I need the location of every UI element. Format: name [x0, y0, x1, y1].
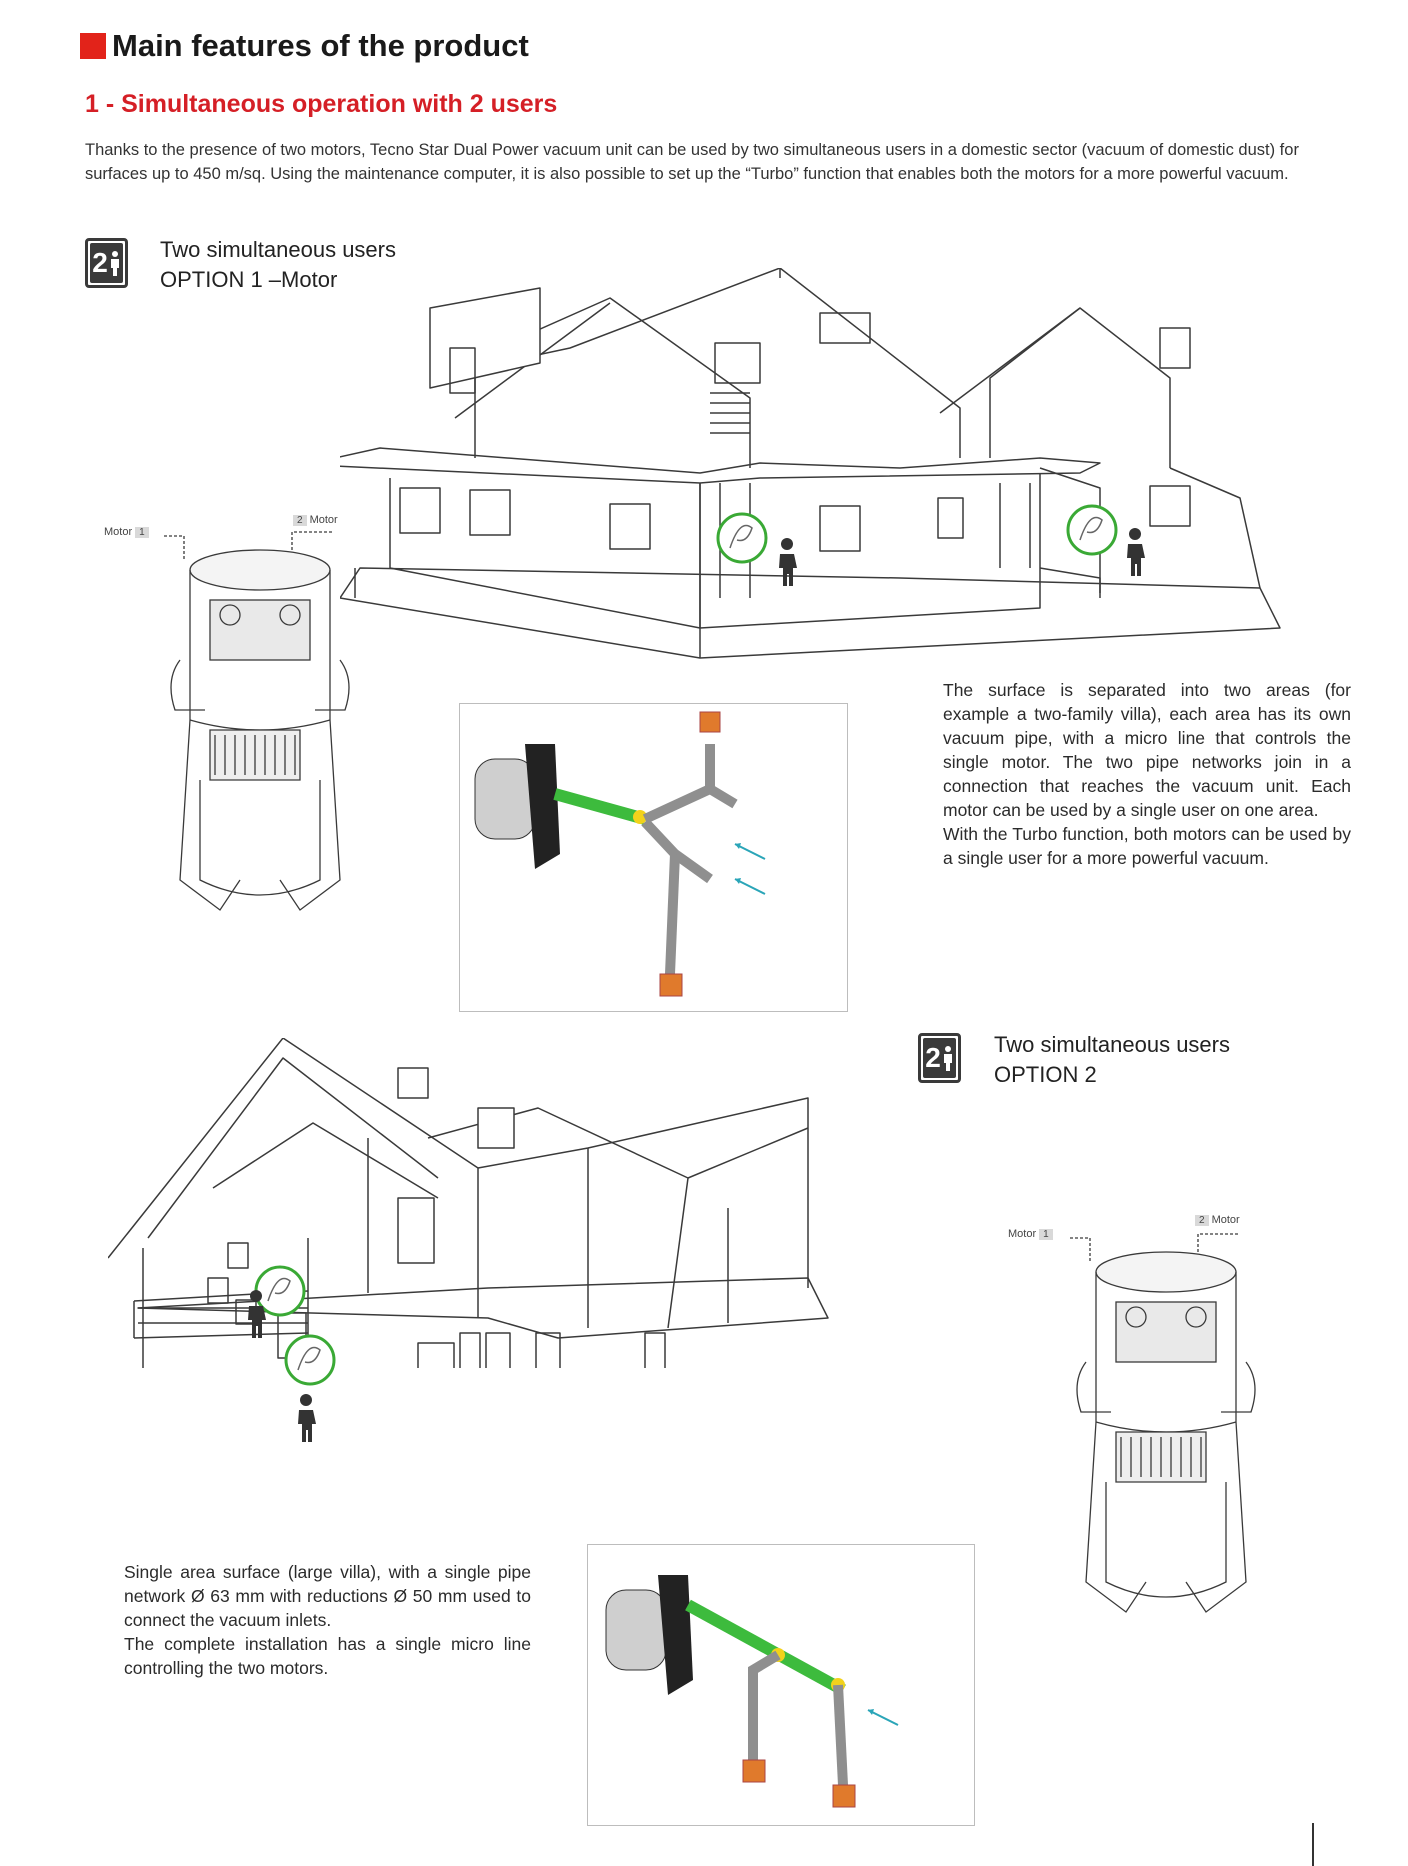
badge-number: 2	[925, 1042, 941, 1073]
house-option1-illustration	[340, 268, 1340, 663]
two-users-icon	[942, 1045, 954, 1071]
option2-line2: OPTION 2	[994, 1062, 1097, 1087]
option2-line1: Two simultaneous users	[994, 1032, 1230, 1057]
pipe-diagram-option1	[459, 703, 848, 1012]
person-icon	[1127, 528, 1145, 576]
motor1-label: Motor 1	[104, 526, 152, 538]
section-title: 1 - Simultaneous operation with 2 users	[85, 90, 558, 118]
option1-badge	[85, 238, 128, 288]
page-title: Main features of the product	[112, 28, 529, 63]
motor2-label-option2: 2 Motor	[1192, 1214, 1240, 1226]
intro-paragraph: Thanks to the presence of two motors, Tecno Star Dual Power vacuum unit can be used by two simultaneous users in a domestic sector (vacuum of domestic dust) for surfaces up to 450 m/sq. Using the maintenance computer, it is also possible to set up the “Turbo” function that enables both the motors for a more powerful vacuum.	[85, 141, 1299, 183]
main-title	[80, 26, 529, 66]
vacuum-inlet-icon	[286, 1336, 334, 1384]
house-option2-illustration	[108, 1038, 888, 1368]
vacuum-inlet-icon	[718, 514, 766, 562]
person-icon	[298, 1394, 316, 1442]
two-users-icon	[109, 250, 121, 276]
lower-inlet-group	[270, 1330, 350, 1450]
pipe-diagram-option2	[587, 1544, 975, 1826]
motor2-label: 2 Motor	[290, 514, 338, 526]
option2-label	[994, 1030, 1230, 1090]
option2-badge	[918, 1033, 961, 1083]
badge-number: 2	[92, 247, 108, 278]
option2-description: Single area surface (large villa), with a single pipe network Ø 63 mm with reductions Ø 50 mm used to connect the vacuum inlets. The complete installation has a single micro line controlling the two motors.	[124, 1562, 531, 1678]
option1-description: The surface is separated into two areas (for example a two-family villa), each area has its own vacuum pipe, with a micro line that controls the single motor. The two pipe networks join in a connection that reaches the vacuum unit. Each motor can be used by a single user on one area. With the Turbo function, both motors can be used by a single user for a more powerful vacuum.	[943, 680, 1351, 868]
page-edge-bar	[1312, 1823, 1314, 1866]
option1-line1: Two simultaneous users	[160, 237, 396, 262]
vacuum-unit-option2	[1066, 1222, 1266, 1622]
vacuum-inlet-icon	[1068, 506, 1116, 554]
red-square-marker	[80, 33, 106, 59]
vacuum-unit-option1	[160, 520, 360, 920]
motor1-label-option2: Motor 1	[1008, 1228, 1056, 1240]
option1-line2: OPTION 1 –Motor	[160, 267, 338, 292]
